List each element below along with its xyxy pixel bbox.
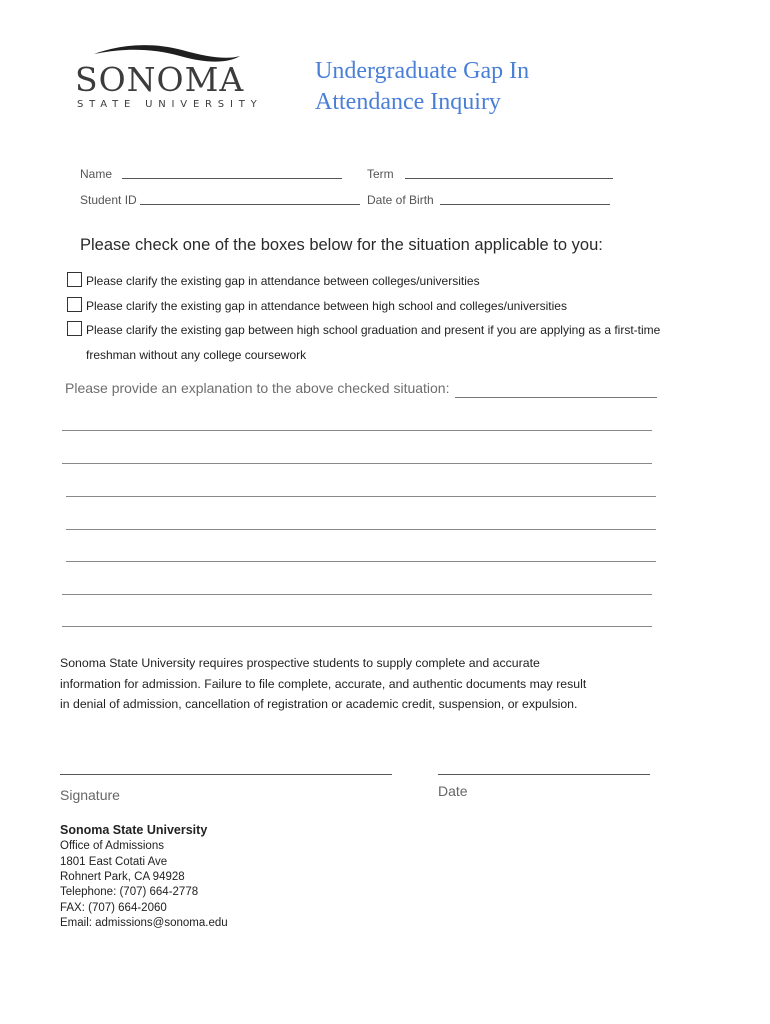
term-label: Term: [367, 167, 394, 181]
student-id-field[interactable]: [140, 204, 360, 205]
date-of-birth-label: Date of Birth: [367, 193, 434, 207]
date-of-birth-field[interactable]: [440, 204, 610, 205]
address-org: Sonoma State University: [60, 823, 208, 837]
address-street: 1801 East Cotati Ave: [60, 856, 168, 868]
address-office: Office of Admissions: [60, 840, 164, 852]
explanation-label: Please provide an explanation to the above checked situation:: [65, 380, 450, 396]
student-id-label: Student ID: [80, 193, 137, 207]
explanation-line-0[interactable]: [455, 397, 657, 398]
date-field[interactable]: [438, 774, 650, 775]
term-field[interactable]: [405, 178, 613, 179]
option-first-time-freshman-label-cont: freshman without any college coursework: [86, 348, 307, 362]
explanation-line-2[interactable]: [62, 463, 652, 464]
notice-line1: Sonoma State University requires prospective students to supply complete and accurate: [60, 656, 540, 670]
explanation-line-3[interactable]: [66, 496, 656, 497]
date-label: Date: [438, 783, 468, 799]
explanation-line-5[interactable]: [66, 561, 656, 562]
form-title-line1: Undergraduate Gap In: [315, 58, 530, 84]
explanation-line-6[interactable]: [62, 594, 652, 595]
signature-label: Signature: [60, 787, 120, 803]
checkbox-first-time-freshman[interactable]: [67, 321, 82, 336]
address-email[interactable]: Email: admissions@sonoma.edu: [60, 917, 228, 929]
logo-subtitle: STATE UNIVERSITY: [77, 99, 263, 110]
notice-line2: information for admission. Failure to file complete, accurate, and authentic documents may result: [60, 677, 587, 691]
explanation-line-7[interactable]: [62, 626, 652, 627]
explanation-line-1[interactable]: [62, 430, 652, 431]
name-field[interactable]: [122, 178, 342, 179]
option-high-school-colleges-label: Please clarify the existing gap in attendance between high school and colleges/universities: [86, 299, 567, 313]
option-colleges-label: Please clarify the existing gap in attendance between colleges/universities: [86, 274, 480, 288]
name-label: Name: [80, 167, 113, 181]
instruction-heading: Please check one of the boxes below for the situation applicable to you:: [80, 236, 603, 254]
checkbox-colleges[interactable]: [67, 272, 82, 287]
checkbox-high-school-colleges[interactable]: [67, 297, 82, 312]
option-first-time-freshman-label: Please clarify the existing gap between high school graduation and present if you are applying as a first-time: [86, 323, 661, 337]
logo-wordmark: SONOMA: [75, 60, 245, 99]
signature-field[interactable]: [60, 774, 392, 775]
explanation-line-4[interactable]: [66, 529, 656, 530]
address-telephone: Telephone: (707) 664-2778: [60, 886, 199, 898]
notice-line3: in denial of admission, cancellation of registration or academic credit, suspension, or expulsion.: [60, 697, 578, 711]
address-fax: FAX: (707) 664-2060: [60, 902, 167, 914]
address-city: Rohnert Park, CA 94928: [60, 871, 185, 883]
form-title-line2: Attendance Inquiry: [315, 89, 501, 115]
